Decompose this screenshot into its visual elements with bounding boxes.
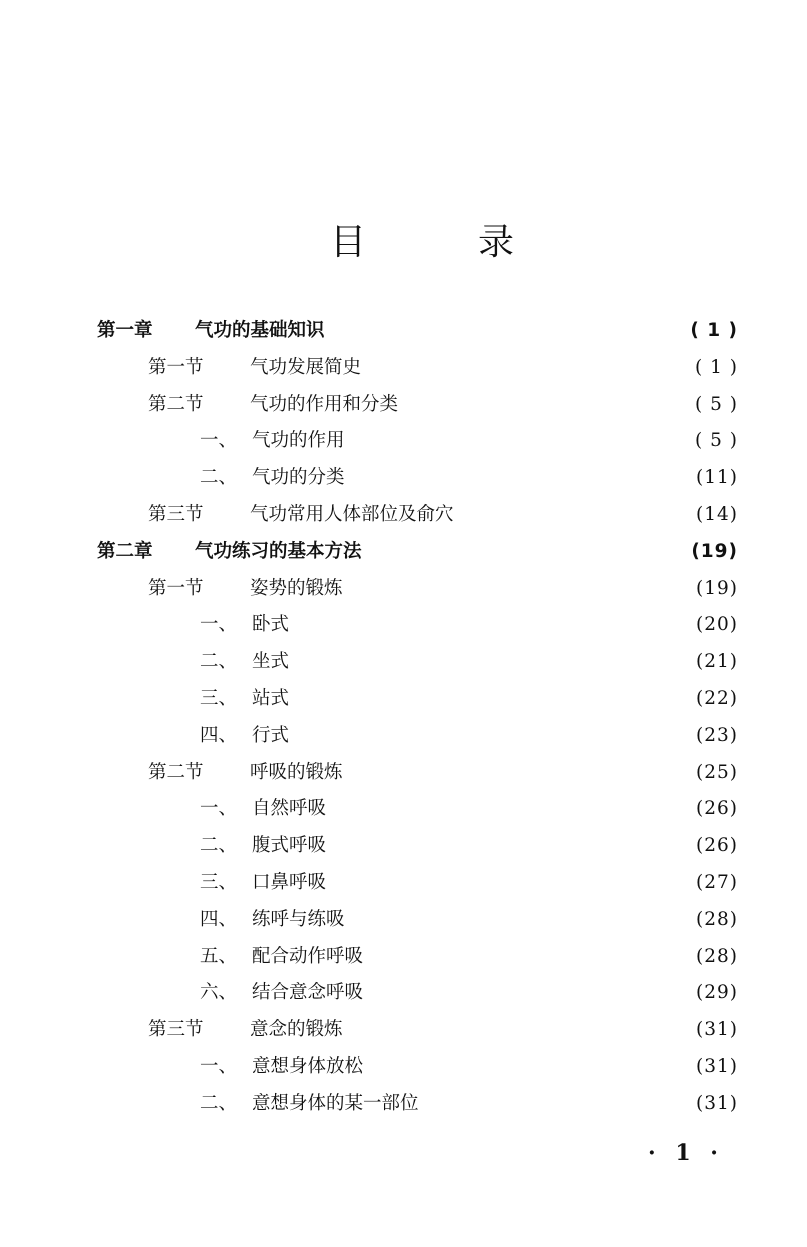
toc-entry-number: 第二节 [148,393,204,415]
toc-entry [200,684,738,714]
toc-entry-label [200,905,345,935]
toc-entry-label [200,647,289,677]
toc-entry-label [200,610,289,640]
toc-entry-label [200,684,289,714]
toc-leader-dots [347,426,694,456]
toc-entry-title: 腹式呼吸 [252,835,327,857]
toc-entry-page: (22) [696,688,738,709]
toc-entry-label [148,758,343,788]
toc-entry-page: (27) [696,872,738,893]
toc-entry-page: (28) [696,908,738,930]
toc-entry-number: 第二节 [148,761,204,783]
toc-entry-page: (19) [696,577,738,599]
toc-entry-label [148,353,361,383]
toc-entry-title: 气功的分类 [252,467,345,489]
toc-leader-dots [345,574,695,604]
toc-entry-number: 二、 [200,651,238,673]
toc-entry-label [200,942,363,972]
toc-entry-number: 一、 [200,1056,238,1077]
toc-leader-dots [347,463,695,493]
toc-entry-number: 二、 [200,1092,238,1114]
toc-leader-dots [328,868,694,898]
toc-entry-label [148,1015,343,1045]
toc-entry-title: 气功发展简史 [250,356,362,378]
toc-entry [200,905,738,935]
toc-entry-label [200,721,289,751]
toc-entry-title: 意念的锻炼 [250,1019,343,1041]
toc-leader-dots [345,1015,695,1045]
toc-entry [200,942,738,972]
toc-entry-title: 结合意念呼吸 [252,982,364,1004]
toc-entry-number: 三、 [200,688,238,709]
toc-entry [148,500,738,530]
toc-entry-label [200,463,345,493]
toc-entry-label [148,390,398,420]
toc-leader-dots [365,978,694,1008]
toc-entry-title: 气功练习的基本方法 [195,540,362,562]
toc-entry-title: 姿势的锻炼 [250,577,343,599]
toc-leader-dots [291,684,694,714]
toc-entry-page: (21) [696,651,738,673]
toc-entry-page: (19) [691,540,738,562]
toc-entry-label [148,574,343,604]
toc-entry-page: ( 1 ) [690,320,738,341]
toc-entry-page: (31) [696,1056,738,1077]
toc-entry-label [200,426,345,456]
toc-entry-page: ( 1 ) [695,356,738,378]
toc-leader-dots [456,500,695,530]
toc-entry [200,426,738,456]
toc-leader-dots [328,831,694,861]
toc-leader-dots [291,610,694,640]
page-title [0,218,807,268]
toc-entry-number: 第二章 [97,540,153,562]
toc-entry-label [200,794,326,824]
toc-entry [148,390,738,420]
toc-entry-number: 第三节 [148,1019,204,1041]
toc-entry-page: ( 5 ) [695,393,738,415]
title-char-2: 录 [478,222,515,263]
toc-entry-title: 气功的作用和分类 [250,393,399,415]
toc-entry-label [200,1052,363,1082]
toc-entry-label [148,500,454,530]
toc-entry-number: 三、 [200,872,238,893]
toc-leader-dots [365,942,694,972]
toc-entry [97,316,738,346]
toc-entry-page: (31) [696,1019,738,1041]
toc-entry [200,978,738,1008]
toc-leader-dots [327,316,689,346]
toc-entry-page: (23) [696,724,738,746]
toc-entry-title: 坐式 [252,651,290,673]
toc-entry [200,868,738,898]
toc-entry [200,647,738,677]
toc-entry-page: (26) [696,835,738,857]
title-char-1: 目 [330,222,367,263]
toc-entry [200,794,738,824]
toc-leader-dots [291,721,694,751]
toc-entry-title: 卧式 [252,614,290,636]
toc-entry-page: (25) [696,761,738,783]
toc-entry [148,353,738,383]
toc-entry-title: 呼吸的锻炼 [250,761,343,783]
toc-leader-dots [328,794,694,824]
toc-entry-title: 自然呼吸 [252,798,327,820]
toc-entry-label [200,831,326,861]
toc-entry [97,537,738,567]
toc-entry-title: 气功常用人体部位及俞穴 [250,504,454,525]
toc-entry-label [97,316,325,346]
toc-entry-number: 四、 [200,724,238,746]
toc-leader-dots [291,647,694,677]
toc-entry-label [200,1089,419,1119]
toc-entry [148,758,738,788]
toc-entry-number: 一、 [200,798,238,820]
toc-leader-dots [347,905,695,935]
toc-leader-dots [421,1089,695,1119]
toc-entry-page: (20) [696,614,738,636]
toc-entry-number: 六、 [200,982,238,1004]
toc-entry-title: 气功的作用 [252,430,345,452]
toc-entry-title: 配合动作呼吸 [252,945,364,967]
toc-entry [148,1015,738,1045]
toc-entry [200,463,738,493]
toc-entry-number: 一、 [200,614,238,636]
toc-entry-title: 站式 [252,688,290,709]
toc-entry-number: 第一章 [97,320,153,341]
toc-leader-dots [364,537,690,567]
toc-entry [148,574,738,604]
toc-entry-number: 五、 [200,945,238,967]
toc-entry-title: 意想身体的某一部位 [252,1092,419,1114]
toc-entry [200,610,738,640]
toc-entry-label [97,537,362,567]
toc-entry-page: (31) [696,1092,738,1114]
toc-entry-title: 意想身体放松 [252,1056,364,1077]
toc-entry-title: 气功的基础知识 [195,320,325,341]
toc-leader-dots [400,390,693,420]
toc-entry-label [200,868,326,898]
page-number: · 1 · [648,1140,724,1166]
toc-entry-title: 口鼻呼吸 [252,872,327,893]
toc-entry-number: 一、 [200,430,238,452]
toc-leader-dots [363,353,693,383]
toc-entry-number: 二、 [200,835,238,857]
toc-entry-number: 四、 [200,908,238,930]
toc-entry-page: (26) [696,798,738,820]
toc-entry-title: 练呼与练吸 [252,908,345,930]
toc-entry-page: (11) [696,467,738,489]
toc-leader-dots [365,1052,694,1082]
toc-entry [200,831,738,861]
toc-entry-page: (29) [696,982,738,1004]
toc-entry [200,1052,738,1082]
toc-entry [200,1089,738,1119]
toc-entry-number: 第一节 [148,577,204,599]
toc-entry-page: (14) [696,504,738,525]
toc-entry-label [200,978,363,1008]
toc-entry-number: 第三节 [148,504,204,525]
toc-entry-number: 二、 [200,467,238,489]
toc-entry-page: (28) [696,945,738,967]
toc-entry-number: 第一节 [148,356,204,378]
toc-entry-page: ( 5 ) [695,430,738,452]
toc-entry-title: 行式 [252,724,290,746]
toc-leader-dots [345,758,695,788]
toc-entry [200,721,738,751]
